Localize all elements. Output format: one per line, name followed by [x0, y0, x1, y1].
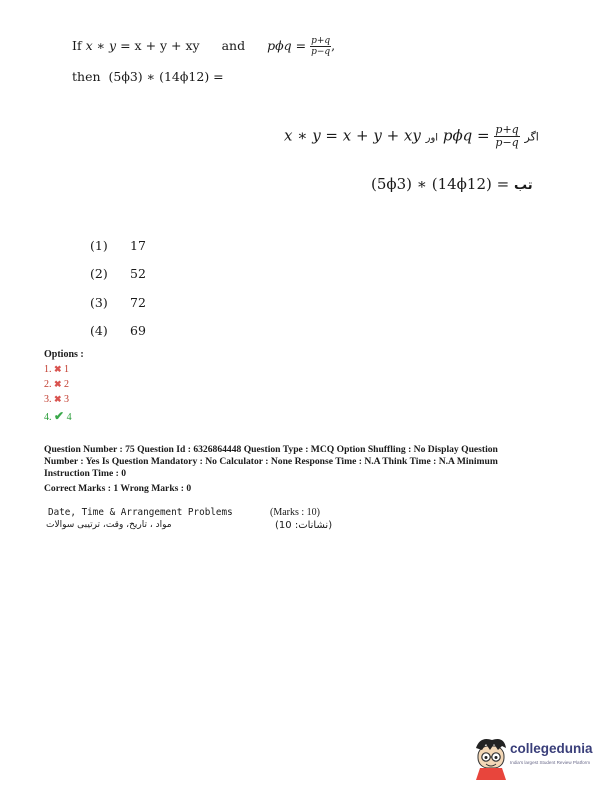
choice-item — [90, 266, 146, 281]
option-item — [44, 394, 69, 405]
section-marks-urdu: (نشانات: 10) — [275, 520, 333, 531]
urdu-op-def: x ∗ y = x + y + xy — [284, 126, 421, 145]
logo-name: collegedunia — [510, 741, 593, 756]
section-title: Date, Time & Arrangement Problems — [48, 507, 233, 518]
fraction-denominator: p−q — [311, 47, 331, 57]
urdu-expression: (5ϕ3) ∗ (14ϕ12) = — [371, 175, 510, 193]
expression: (5ϕ3) ∗ (14ϕ12) = — [108, 69, 224, 84]
option-value: 3 — [64, 394, 70, 405]
phi-lhs: pϕq — [267, 38, 292, 53]
choice-number: (1) — [90, 238, 108, 253]
wrong-icon: ✖ — [54, 379, 62, 389]
fraction — [310, 36, 331, 57]
question-line-1 — [72, 36, 335, 57]
fraction-numerator: p+q — [311, 36, 331, 46]
option-item-correct — [44, 409, 72, 424]
urdu-agar: اگر — [524, 130, 539, 144]
check-icon: ✔ — [54, 409, 65, 423]
marks-line: Correct Marks : 1 Wrong Marks : 0 — [44, 483, 192, 494]
question-metadata — [44, 444, 564, 495]
urdu-aur: اور — [425, 132, 439, 144]
urdu-fraction-numerator: p+q — [495, 123, 519, 136]
then-word: then — [72, 69, 101, 84]
section-marks: (Marks : 10) — [270, 507, 320, 518]
choice-item — [90, 323, 146, 338]
logo-tagline: India's largest Student Review Platform — [510, 760, 591, 765]
option-prefix: 4. — [44, 412, 52, 423]
op-def-rhs: = x + y + xy — [120, 38, 200, 53]
mascot-icon — [476, 739, 506, 780]
question-line-2 — [72, 69, 224, 84]
urdu-fraction-denominator: p−q — [495, 136, 519, 149]
option-item — [44, 379, 69, 390]
if-word: If — [72, 38, 82, 53]
option-prefix: 3. — [44, 394, 52, 405]
urdu-phi-lhs: pϕq = — [442, 126, 490, 145]
urdu-tab: تب — [513, 178, 533, 193]
urdu-question-line-1 — [284, 124, 539, 149]
options-label: Options : — [44, 349, 84, 360]
choice-number: (4) — [90, 323, 108, 338]
wrong-icon: ✖ — [54, 394, 62, 404]
choice-item — [90, 238, 146, 253]
option-prefix: 2. — [44, 379, 52, 390]
op-def-lhs: x ∗ y — [85, 38, 117, 53]
choice-value: 69 — [130, 323, 146, 338]
choice-value: 17 — [130, 238, 146, 253]
wrong-icon: ✖ — [54, 364, 62, 374]
option-value: 2 — [64, 379, 70, 390]
urdu-question-line-2 — [371, 175, 533, 193]
option-value: 1 — [64, 364, 70, 375]
choice-value: 52 — [130, 266, 146, 281]
choice-number: (2) — [90, 266, 108, 281]
and-word: and — [221, 38, 246, 53]
metadata-line: Number : Yes Is Question Mandatory : No Calculator : None Response Time : N.A Think Time : N.A Minimum — [44, 456, 498, 467]
eq-sign: = — [295, 38, 307, 53]
choice-number: (3) — [90, 295, 108, 310]
section-title-urdu: مواد ، تاریخ، وقت، ترتیبی سوالات — [46, 520, 172, 530]
choice-item — [90, 295, 146, 310]
option-item — [44, 364, 69, 375]
urdu-fraction — [494, 124, 519, 149]
choice-value: 72 — [130, 295, 146, 310]
option-value: 4 — [66, 412, 72, 423]
metadata-line: Instruction Time : 0 — [44, 468, 126, 479]
comma: , — [331, 38, 336, 53]
option-prefix: 1. — [44, 364, 52, 375]
metadata-line: Question Number : 75 Question Id : 6326864448 Question Type : MCQ Option Shuffling : No Display Question — [44, 444, 498, 455]
